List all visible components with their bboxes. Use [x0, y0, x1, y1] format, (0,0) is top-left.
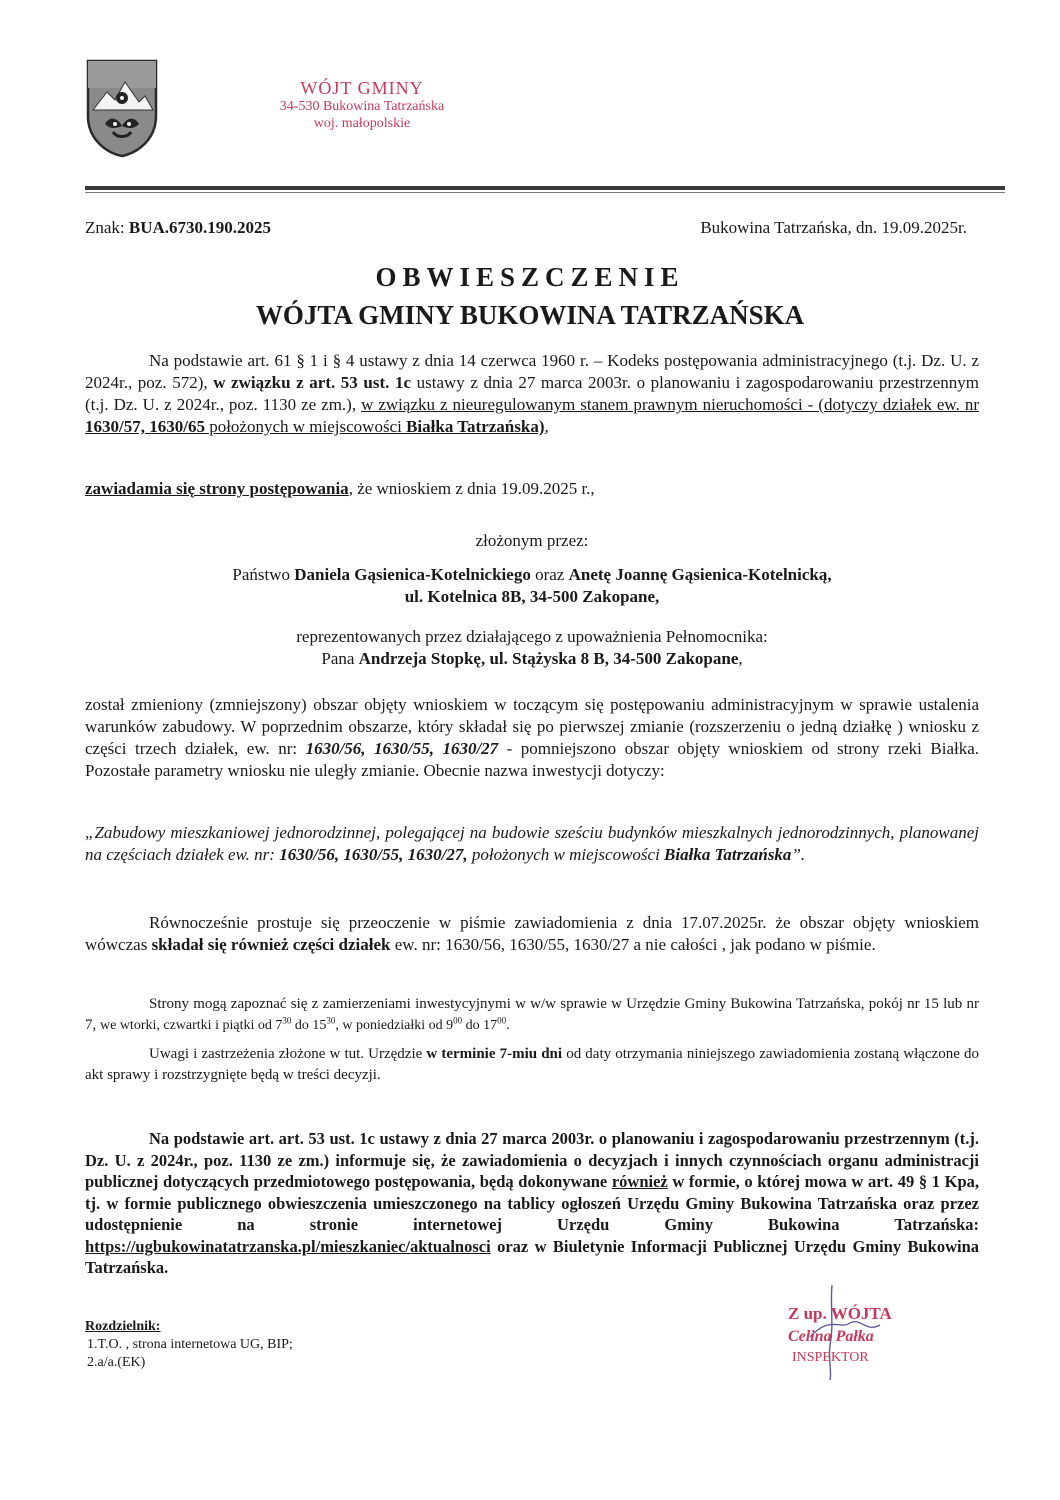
- correction-bold: składał się również części działek: [151, 935, 391, 954]
- representative: [85, 648, 979, 670]
- time-superscript: 00: [497, 1015, 507, 1026]
- review-hours: we wtorki, czwartki i piątki od 7: [100, 1018, 283, 1033]
- place-date: Bukowina Tatrzańska, dn. 19.09.2025r.: [700, 218, 967, 237]
- distribution-item: 2.a/a.(EK): [87, 1355, 146, 1370]
- representative-name: Andrzeja Stopkę, ul. Stążyska 8 B, 34-500 Zakopane: [358, 649, 739, 668]
- notify-bold: zawiadamia się strony postępowania: [85, 479, 349, 498]
- change-text: - pomniejszono obszar objęty wnioskiem od strony rzeki Białka. Pozostałe parametry wniosku nie uległy zmianie. Obecnie nazwa inwestycji dotyczy:: [85, 739, 980, 780]
- investment-text: ”.: [791, 845, 806, 864]
- review-text: Strony mogą zapoznać się z zamierzeniami inwestycyjnymi w w/w sprawie w Urzędzie Gminy Bukowina Tatrzańska, pokój nr 15 lub nr 7,: [85, 996, 979, 1033]
- applicants: [85, 564, 979, 586]
- legal-text: w formie, o której mowa w art. 49 § 1 Kpa, tj. w formie publicznego obwieszczenia umieszczonego na tablicy ogłoszeń Urzędu Gminy Bukowina Tatrzańska oraz przez udostępnienie na stronie internetowej Urzędu Gminy Bukowina Tatrzańska:: [85, 1172, 980, 1234]
- header-divider: [85, 186, 1005, 190]
- intro-text: Na podstawie art. 61 § 1 i § 4 ustawy z dnia 14 czerwca 1960 r. – Kodeks postępowania administracyjnego (t.j. Dz. U. z 2024r., poz. 572),: [85, 351, 979, 392]
- locality-name: Białka Tatrzańska): [406, 417, 545, 436]
- time-superscript: 30: [282, 1015, 292, 1026]
- intro-bold: w związku z art. 53 ust. 1c: [213, 373, 412, 392]
- distribution-heading: Rozdzielnik:: [85, 1319, 161, 1334]
- applicants-address: ul. Kotelnica 8B, 34-500 Zakopane,: [404, 587, 660, 606]
- time-superscript: 00: [453, 1015, 463, 1026]
- correction-text: Równocześnie prostuje się przeoczenie w piśmie zawiadomienia z dnia 17.07.2025r. że obszar objęty wnioskiem wówczas: [85, 913, 979, 954]
- office-region: woj. małopolskie: [313, 116, 411, 131]
- notify-text: , że wnioskiem z dnia 19.09.2025 r.,: [348, 479, 595, 498]
- remarks-text: Uwagi i zastrzeżenia złożone w tut. Urzędzie: [149, 1046, 427, 1062]
- correction-text: ew. nr: 1630/56, 1630/55, 1630/27 a nie całości , jak podano w piśmie.: [390, 935, 876, 954]
- review-paragraph: [85, 994, 979, 1036]
- intro-underlined: w związku z nieuregulowanym stanem prawnym nieruchomości - (dotyczy działek ew. nr: [361, 395, 979, 414]
- intro-text: ustawy z dnia 27 marca 2003r. o planowaniu i zagospodarowaniu przestrzennym (t.j. Dz. U. z 2024r., poz. 1130 ze zm.),: [85, 373, 979, 414]
- applicant-name: Daniela Gąsienica-Kotelnickiego: [294, 565, 531, 584]
- case-reference: [85, 218, 271, 238]
- investment-description: [85, 822, 979, 866]
- plot-numbers: 1630/56, 1630/55, 1630/27: [305, 739, 499, 758]
- change-paragraph: [85, 694, 979, 782]
- office-title: WÓJT GMINY: [300, 78, 424, 98]
- distribution-list: [85, 1318, 293, 1372]
- document-title: OBWIESZCZENIE: [375, 262, 685, 292]
- representative-text: Pana: [321, 649, 359, 668]
- intro-text: ,: [544, 417, 549, 436]
- remarks-text: od daty otrzymania niniejszego zawiadomienia zostaną włączone do akt sprawy i rozstrzygnięte będą w treści decyzji.: [85, 1046, 979, 1083]
- distribution-item: 1.T.O. , strona internetowa UG, BIP;: [87, 1337, 293, 1352]
- remarks-deadline: w terminie 7-miu dni: [426, 1046, 563, 1062]
- signature-line3: INSPEKTOR: [792, 1350, 869, 1365]
- locality-name: Białka Tatrzańska: [664, 845, 792, 864]
- investment-text: położonych w miejscowości: [467, 845, 665, 864]
- review-hours: do 15: [291, 1018, 327, 1033]
- review-hours: do 17: [462, 1018, 498, 1033]
- legal-underlined: również: [611, 1172, 668, 1191]
- review-hours: , w poniedziałki od 9: [335, 1018, 454, 1033]
- reference-number: BUA.6730.190.2025: [128, 218, 272, 237]
- applicants-text: oraz: [530, 565, 569, 584]
- applicant-name: Anetę Joannę Gąsienica-Kotelnicką,: [568, 565, 832, 584]
- intro-underlined: położonych w miejscowości: [204, 417, 407, 436]
- reference-label: Znak:: [85, 218, 129, 237]
- legal-text: Na podstawie art. art. 53 ust. 1c ustawy z dnia 27 marca 2003r. o planowaniu i zagospodarowaniu przestrzennym (t.j. Dz. U. z 2024r., poz. 1130 ze zm.) informuje się, że zawiadomienia o decyzjach i innych czynnościach organu administracji publicznej dotyczących przedmiotowego postępowania, będą dokonywane: [85, 1129, 979, 1191]
- header-divider-thin: [85, 192, 1005, 193]
- office-address: 34-530 Bukowina Tatrzańska: [279, 99, 445, 114]
- time-superscript: 30: [326, 1015, 336, 1026]
- review-hours: .: [506, 1018, 510, 1033]
- website-link[interactable]: https://ugbukowinatatrzanska.pl/mieszkaniec/aktualnosci: [85, 1236, 491, 1256]
- plot-numbers: 1630/57, 1630/65: [85, 417, 205, 436]
- signature-line1: Z up. WÓJTA: [788, 1304, 892, 1323]
- remarks-paragraph: [85, 1044, 979, 1086]
- investment-text: „Zabudowy mieszkaniowej jednorodzinnej, polegającej na budowie sześciu budynków mieszkalnych jednorodzinnych, planowanej na częściach działek ew. nr:: [85, 823, 979, 864]
- signature-line2: Celina Pałka: [788, 1328, 874, 1345]
- representative-text: ,: [738, 649, 743, 668]
- legal-paragraph: [85, 1128, 979, 1279]
- intro-paragraph: [85, 350, 979, 438]
- office-stamp: [232, 78, 492, 132]
- correction-paragraph: [85, 912, 979, 956]
- submitted-by: złożonym przez:: [475, 531, 589, 550]
- signature-stamp: [770, 1275, 910, 1385]
- representative-intro: reprezentowanych przez działającego z upoważnienia Pełnomocnika:: [296, 627, 768, 646]
- document-subtitle: WÓJTA GMINY BUKOWINA TATRZAŃSKA: [255, 300, 805, 330]
- notify-line: [85, 478, 979, 500]
- applicants-text: Państwo: [232, 565, 295, 584]
- legal-text: oraz w Biuletynie Informacji Publicznej Urzędu Gminy Bukowina Tatrzańska.: [85, 1236, 979, 1277]
- change-text: został zmieniony (zmniejszony) obszar objęty wnioskiem w toczącym się postępowaniu administracyjnym w sprawie ustalenia warunków zabudowy. W poprzednim obszarze, który składał się po pierwszej zmianie (rozszerzeniu o jedną działkę ) wniosku z części trzech działek, ew. nr:: [85, 695, 979, 758]
- coat-of-arms-icon: [85, 58, 159, 158]
- plot-numbers: 1630/56, 1630/55, 1630/27,: [279, 845, 468, 864]
